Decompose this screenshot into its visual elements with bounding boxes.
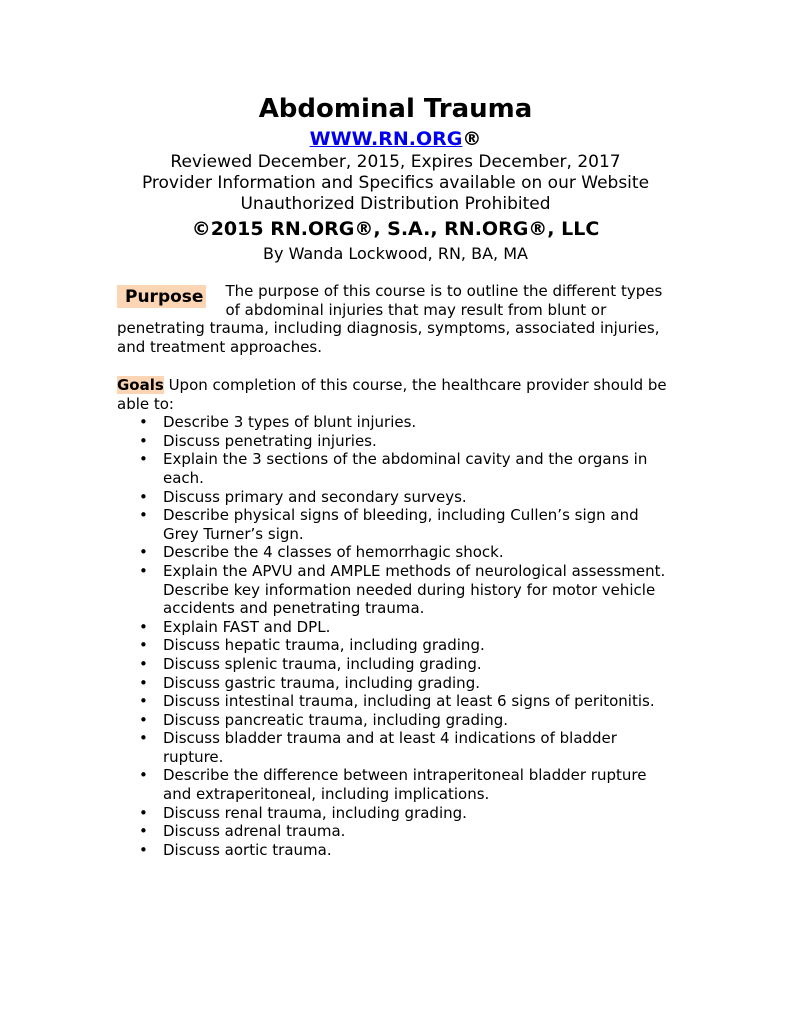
goal-item: • Discuss intestinal trauma, including at least 6 signs of peritonitis. bbox=[117, 692, 677, 711]
goal-item: • Discuss primary and secondary surveys. bbox=[117, 488, 677, 507]
goal-item: • Discuss hepatic trauma, including grading. bbox=[117, 636, 677, 655]
distribution-notice: Unauthorized Distribution Prohibited bbox=[240, 194, 551, 214]
goals-section bbox=[117, 376, 677, 859]
goal-item: • Discuss penetrating injuries. bbox=[117, 432, 677, 451]
goal-item: • Describe 3 types of blunt injuries. bbox=[117, 413, 677, 432]
goal-item: • Discuss aortic trauma. bbox=[117, 841, 677, 860]
goals-intro bbox=[117, 376, 677, 413]
copyright-line: ©2015 RN.ORG®, S.A., RN.ORG®, LLC bbox=[191, 218, 600, 240]
goal-item: • Discuss splenic trauma, including grading. bbox=[117, 655, 677, 674]
goal-item: • Describe the difference between intraperitoneal bladder rupture and extraperitoneal, including implications. bbox=[117, 766, 677, 803]
provider-info: Provider Information and Specifics available on our Website bbox=[141, 173, 650, 193]
goal-item: • Explain the APVU and AMPLE methods of neurological assessment. bbox=[117, 562, 677, 581]
goal-list bbox=[117, 413, 677, 859]
purpose-text-content: The purpose of this course is to outline the different types of abdominal injuries that may result from blunt or penetrating trauma, including diagnosis, symptoms, associated injuries, and treatment approaches. bbox=[117, 282, 663, 356]
goal-item: • Describe the 4 classes of hemorrhagic shock. bbox=[117, 543, 677, 562]
site-link[interactable]: WWW.RN.ORG bbox=[309, 128, 463, 150]
site-line bbox=[0, 126, 791, 152]
goal-item: • Explain FAST and DPL. bbox=[117, 618, 677, 637]
goals-label: Goals bbox=[117, 376, 164, 394]
purpose-section bbox=[117, 282, 677, 356]
goal-item: • Explain the 3 sections of the abdominal cavity and the organs in each. bbox=[117, 450, 677, 487]
goal-item: • Discuss pancreatic trauma, including grading. bbox=[117, 711, 677, 730]
goal-item: • Discuss adrenal trauma. bbox=[117, 822, 677, 841]
review-dates: Reviewed December, 2015, Expires December, 2017 bbox=[170, 152, 621, 172]
goal-item: Describe key information needed during history for motor vehicle accidents and penetrating trauma. bbox=[163, 580, 656, 618]
registered-mark: ® bbox=[462, 128, 482, 150]
goal-item: • Discuss renal trauma, including grading. bbox=[117, 804, 677, 823]
document-title: Abdominal Trauma bbox=[258, 94, 533, 124]
document-header bbox=[0, 92, 791, 264]
author-line: By Wanda Lockwood, RN, BA, MA bbox=[263, 244, 528, 263]
goals-intro-text: Upon completion of this course, the healthcare provider should be able to: bbox=[117, 376, 667, 413]
goal-item: • Describe physical signs of bleeding, including Cullen’s sign and Grey Turner’s sign. bbox=[117, 506, 677, 543]
goal-item: • Discuss gastric trauma, including grading. bbox=[117, 674, 677, 693]
purpose-label: Purpose bbox=[117, 285, 206, 308]
goal-item: • Discuss bladder trauma and at least 4 indications of bladder rupture. bbox=[117, 729, 677, 766]
